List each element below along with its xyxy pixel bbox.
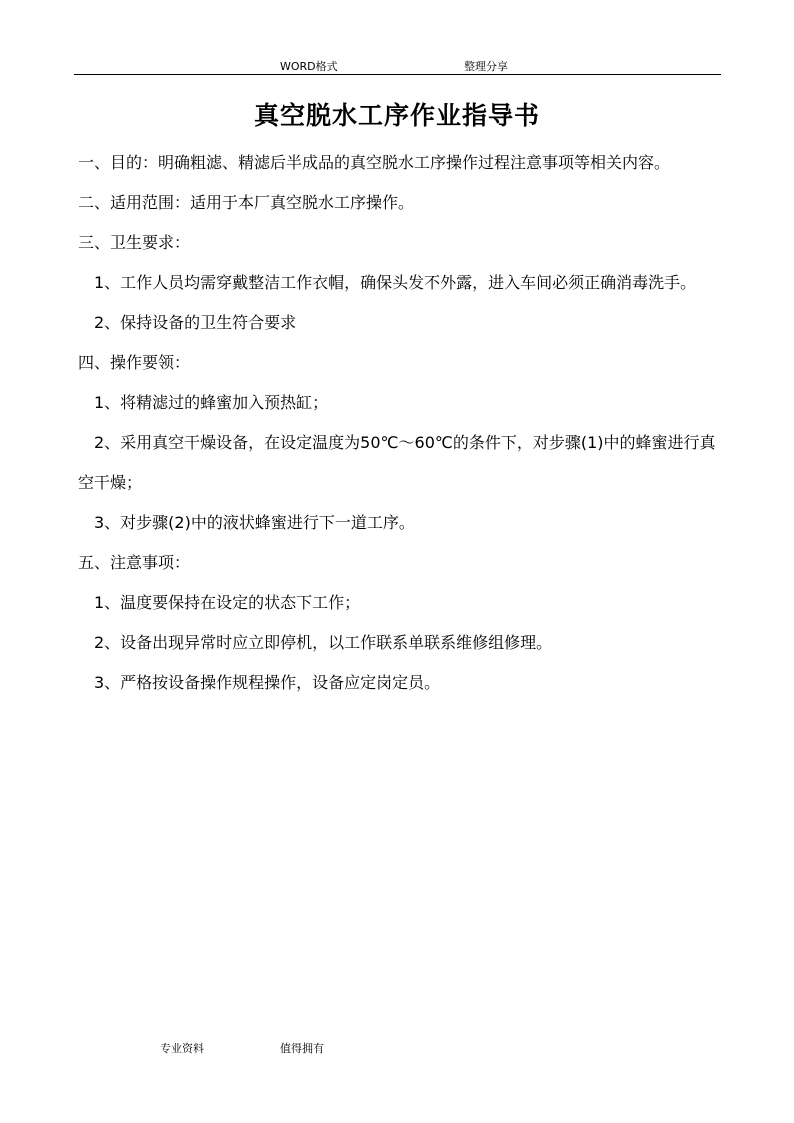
paragraph-purpose: 一、目的：明确粗滤、精滤后半成品的真空脱水工序操作过程注意事项等相关内容。: [78, 153, 671, 172]
footer-right-text: 值得拥有: [280, 1042, 324, 1055]
operation-item-3: 3、对步骤(2)中的液状蜂蜜进行下一道工序。: [94, 513, 415, 532]
footer-left-text: 专业资料: [160, 1042, 204, 1055]
section-heading-notes: 五、注意事项：: [78, 553, 191, 572]
notes-item-3: 3、严格按设备操作规程操作，设备应定岗定员。: [94, 673, 441, 692]
section-heading-operation: 四、操作要领：: [78, 353, 191, 372]
notes-item-1: 1、温度要保持在设定的状态下工作；: [94, 593, 361, 612]
paragraph-scope: 二、适用范围：适用于本厂真空脱水工序操作。: [78, 193, 415, 212]
header-left-text: WORD格式: [280, 60, 338, 73]
page-header: [74, 56, 721, 75]
notes-item-2: 2、设备出现异常时应立即停机，以工作联系单联系维修组修理。: [94, 633, 553, 652]
hygiene-item-2: 2、保持设备的卫生符合要求: [94, 313, 297, 332]
header-right-text: 整理分享: [464, 60, 508, 73]
section-heading-hygiene: 三、卫生要求：: [78, 233, 191, 252]
document-body: [78, 143, 720, 703]
hygiene-item-1: 1、工作人员均需穿戴整洁工作衣帽，确保头发不外露，进入车间必须正确消毒洗手。: [94, 273, 697, 292]
document-title: 真空脱水工序作业指导书: [253, 101, 540, 130]
operation-item-1: 1、将精滤过的蜂蜜加入预热缸；: [94, 393, 329, 412]
operation-item-2: 2、采用真空干燥设备，在设定温度为50℃～60℃的条件下，对步骤(1)中的蜂蜜进行真空干燥；: [78, 433, 716, 492]
